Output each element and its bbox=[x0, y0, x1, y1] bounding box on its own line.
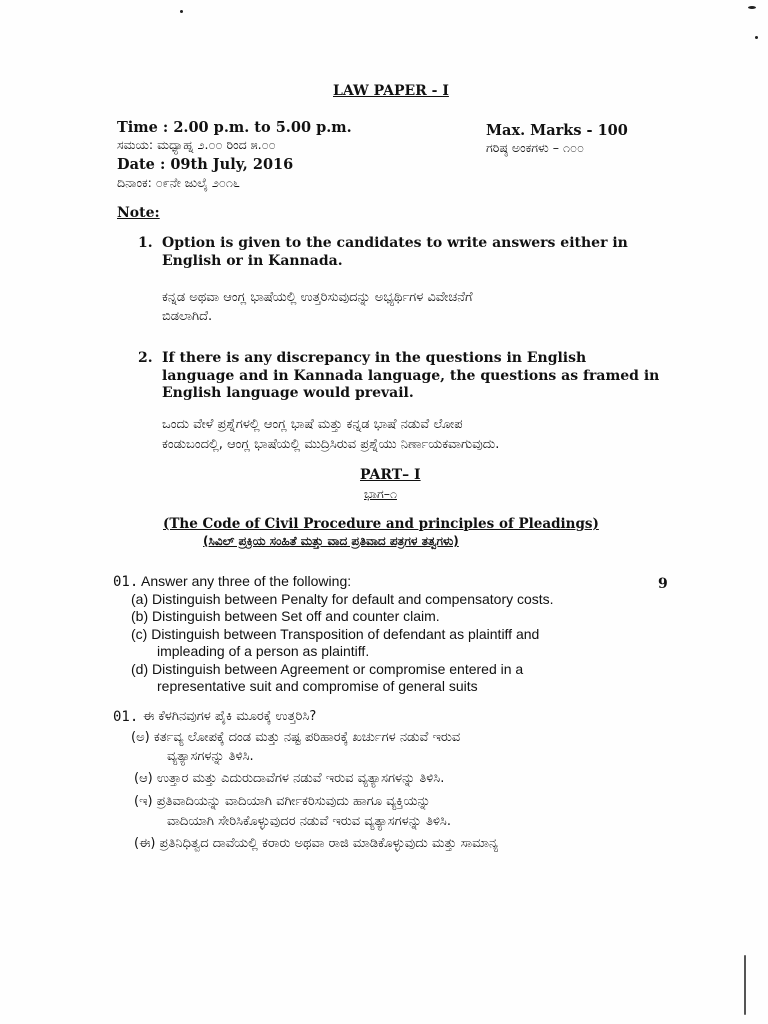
sub-question-a-kn: (ಅ) ಕರ್ತವ್ಯ ಲೋಪಕ್ಕೆ ದಂಡ ಮತ್ತು ನಷ್ಟ ಪರಿಹಾರಕ್ಕೆ ಖರ್ಚುಗಳ ನಡುವೆ ಇರುವ bbox=[131, 730, 461, 745]
note-2-en-line: language and in Kannada language, the questions as framed in bbox=[162, 368, 660, 384]
note-2-kn-line: ಕಂಡುಬಂದಲ್ಲಿ, ಆಂಗ್ಲ ಭಾಷೆಯಲ್ಲಿ ಮುದ್ರಿಸಿರುವ ಪ್ರಶ್ನೆಯು ನಿರ್ಣಾಯಕವಾಗುವುದು. bbox=[162, 437, 500, 452]
sub-question-b: (b) Distinguish between Set off and counter claim. bbox=[131, 608, 440, 624]
scan-speck bbox=[755, 36, 758, 39]
note-1-kn-line: ಬಿಡಲಾಗಿದೆ. bbox=[162, 309, 213, 324]
sub-question-d-kn: (ಈ) ಪ್ರತಿನಿಧಿತ್ವದ ದಾವೆಯಲ್ಲಿ ಕರಾರು ಅಥವಾ ರಾಜಿ ಮಾಡಿಕೊಳ್ಳುವುದು ಮತ್ತು ಸಾಮಾನ್ಯ bbox=[134, 836, 499, 851]
subject-heading-kn: (ಸಿವಿಲ್ ಪ್ರಕ್ರಿಯ ಸಂಹಿತೆ ಮತ್ತು ವಾದ ಪ್ರತಿವಾದ ಪತ್ರಗಳ ತತ್ವಗಳು) bbox=[203, 534, 459, 548]
note-2-kn-line: ಒಂದು ವೇಳೆ ಪ್ರಶ್ನೆಗಳಲ್ಲಿ ಆಂಗ್ಲ ಭಾಷೆ ಮತ್ತು ಕನ್ನಡ ಭಾಷೆ ನಡುವೆ ಲೋಪ bbox=[162, 417, 463, 432]
note-2-en-line: English language would prevail. bbox=[162, 385, 414, 401]
scan-speck bbox=[180, 10, 183, 13]
time-en: Time : 2.00 p.m. to 5.00 p.m. bbox=[117, 119, 352, 136]
question-number-kn: 01. bbox=[113, 709, 139, 725]
part-title-kn: ಭಾಗ–೧ bbox=[364, 486, 397, 501]
part-title: PART– I bbox=[360, 467, 421, 483]
subject-heading: (The Code of Civil Procedure and principles of Pleadings) bbox=[163, 516, 599, 532]
scan-speck bbox=[748, 6, 756, 9]
note-2-en-line: If there is any discrepancy in the questions in English bbox=[162, 350, 587, 366]
note-1-en-line: Option is given to the candidates to write answers either in bbox=[162, 235, 628, 251]
time-kn: ಸಮಯ: ಮಧ್ಯಾಹ್ನ ೨.೦೦ ರಿಂದ ೫.೦೦ bbox=[117, 137, 276, 152]
note-1-en-line: English or in Kannada. bbox=[162, 253, 343, 269]
scan-edge-mark bbox=[744, 955, 746, 1015]
sub-question-d-cont: representative suit and compromise of general suits bbox=[157, 678, 478, 694]
sub-question-c-kn-cont: ವಾದಿಯಾಗಿ ಸೇರಿಸಿಕೊಳ್ಳುವುದರ ನಡುವೆ ಇರುವ ವ್ಯತ್ಯಾಸಗಳನ್ನು ತಿಳಿಸಿ. bbox=[167, 814, 451, 829]
max-marks-kn: ಗರಿಷ್ಠ ಅಂಕಗಳು – ೧೦೦ bbox=[486, 140, 584, 155]
question-marks: 9 bbox=[658, 576, 668, 592]
max-marks-en: Max. Marks - 100 bbox=[486, 122, 628, 139]
note-label: Note: bbox=[117, 205, 160, 221]
question-stem: Answer any three of the following: bbox=[141, 573, 352, 589]
note-1-kn-line: ಕನ್ನಡ ಅಥವಾ ಆಂಗ್ಲ ಭಾಷೆಯಲ್ಲಿ ಉತ್ತರಿಸುವುದನ್ನು ಅಭ್ಯರ್ಥಿಗಳ ವಿವೇಚನೆಗೆ bbox=[162, 290, 473, 305]
sub-question-c-cont: impleading of a person as plaintiff. bbox=[157, 643, 370, 659]
paper-title: LAW PAPER - I bbox=[333, 83, 449, 99]
date-en: Date : 09th July, 2016 bbox=[117, 156, 294, 173]
sub-question-a-kn-cont: ವ್ಯತ್ಯಾಸಗಳನ್ನು ತಿಳಿಸಿ. bbox=[167, 749, 254, 764]
note-1-number: 1. bbox=[138, 235, 153, 251]
sub-question-a: (a) Distinguish between Penalty for default and compensatory costs. bbox=[131, 591, 554, 607]
question-stem-kn: ಈ ಕೆಳಗಿನವುಗಳ ಪೈಕಿ ಮೂರಕ್ಕೆ ಉತ್ತರಿಸಿ? bbox=[143, 709, 317, 724]
sub-question-b-kn: (ಆ) ಉತ್ತಾರ ಮತ್ತು ಎದುರುದಾವೆಗಳ ನಡುವೆ ಇರುವ ವ್ಯತ್ಯಾಸಗಳನ್ನು ತಿಳಿಸಿ. bbox=[134, 771, 445, 786]
sub-question-d: (d) Distinguish between Agreement or compromise entered in a bbox=[131, 661, 524, 677]
date-kn: ದಿನಾಂಕ: ೦೯ನೇ ಜುಲೈ ೨೦೧೬ bbox=[117, 175, 240, 190]
sub-question-c: (c) Distinguish between Transposition of defendant as plaintiff and bbox=[131, 626, 540, 642]
sub-question-c-kn: (ಇ) ಪ್ರತಿವಾದಿಯನ್ನು ವಾದಿಯಾಗಿ ವರ್ಗೀಕರಿಸುವುದು ಹಾಗೂ ವ್ಯಕ್ತಿಯನ್ನು bbox=[134, 794, 431, 809]
note-2-number: 2. bbox=[138, 350, 153, 366]
question-number: 01. bbox=[113, 574, 139, 590]
